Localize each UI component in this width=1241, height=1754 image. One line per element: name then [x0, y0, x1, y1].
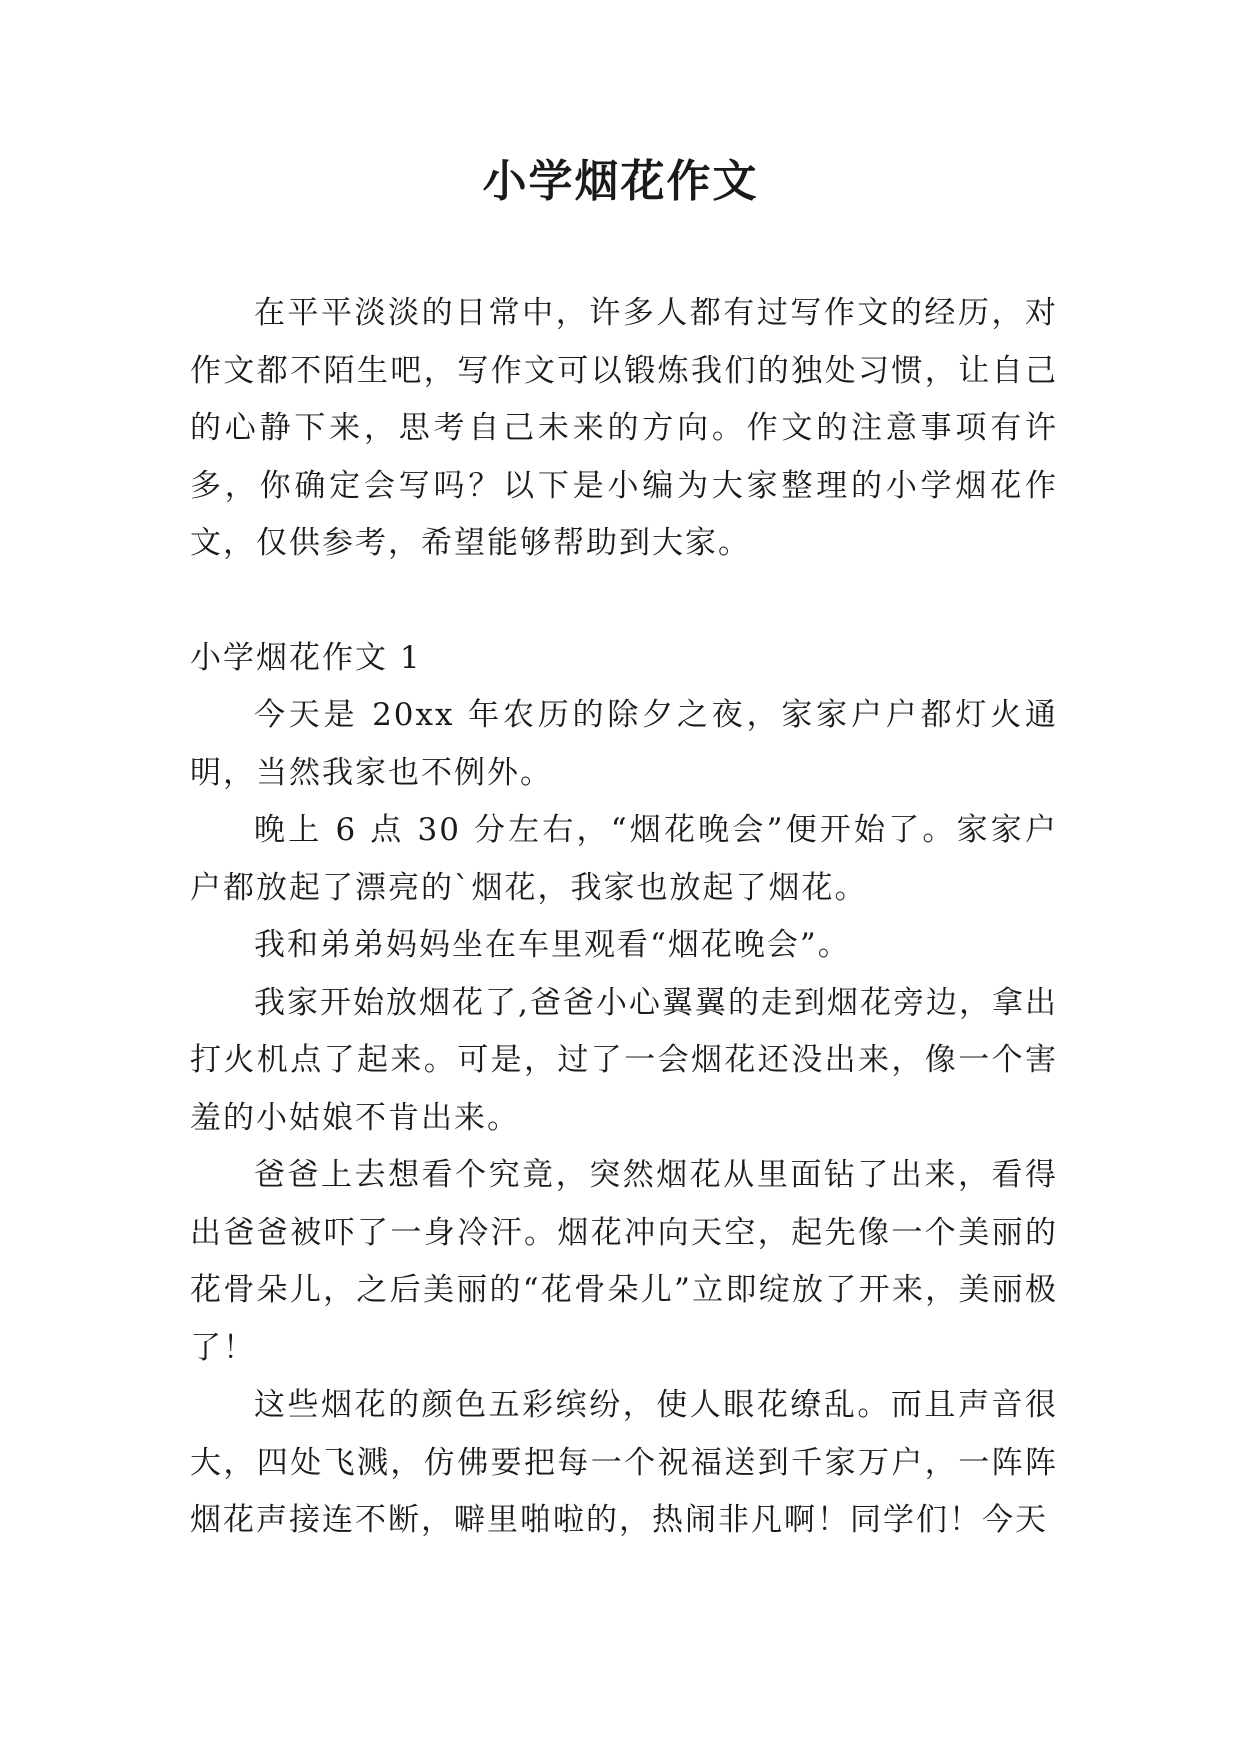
body-paragraph: 我家开始放烟花了,爸爸小心翼翼的走到烟花旁边，拿出打火机点了起来。可是，过了一会烟花还没出来，像一个害羞的小姑娘不肯出来。 [190, 984, 1058, 1136]
section-spacer [190, 573, 1058, 630]
body-paragraph: 这些烟花的颜色五彩缤纷，使人眼花缭乱。而且声音很大，四处飞溅，仿佛要把每一个祝福送到千家万户，一阵阵烟花声接连不断，噼里啪啦的，热闹非凡啊！同学们！今天 [190, 1387, 1058, 1538]
body-paragraph: 今天是 20xx 年农历的除夕之夜，家家户户都灯火通明，当然我家也不例外。 [190, 697, 1058, 791]
body-paragraph: 爸爸上去想看个究竟，突然烟花从里面钻了出来，看得出爸爸被吓了一身冷汗。烟花冲向天空，起先像一个美丽的花骨朵儿，之后美丽的“花骨朵儿”立即绽放了开来，美丽极了！ [190, 1157, 1058, 1366]
intro-paragraph: 在平平淡淡的日常中，许多人都有过写作文的经历，对作文都不陌生吧，写作文可以锻炼我们的独处习惯，让自己的心静下来，思考自己未来的方向。作文的注意事项有许多，你确定会写吗？以下是小编为大家整理的小学烟花作文，仅供参考，希望能够帮助到大家。 [190, 295, 1058, 561]
body-paragraph: 晚上 6 点 30 分左右，“烟花晚会”便开始了。家家户户都放起了漂亮的`烟花，我家也放起了烟花。 [190, 812, 1058, 906]
document-title: 小学烟花作文 [482, 156, 759, 207]
body-paragraph: 我和弟弟妈妈坐在车里观看“烟花晚会”。 [254, 927, 851, 963]
section-heading: 小学烟花作文 1 [190, 639, 422, 676]
document-body [190, 285, 1058, 1550]
